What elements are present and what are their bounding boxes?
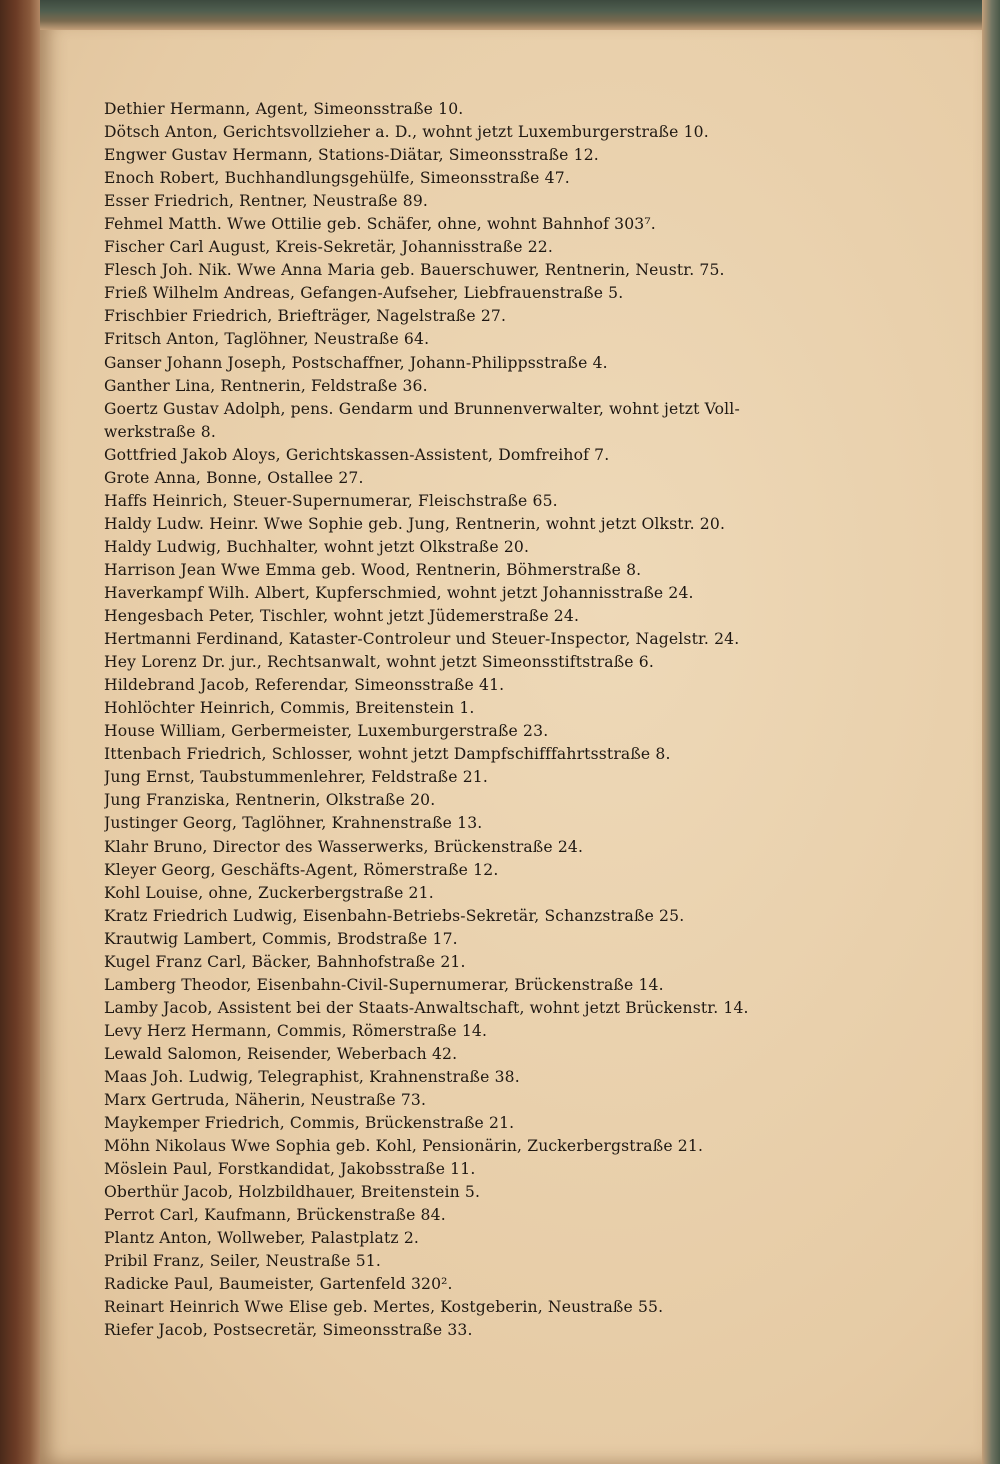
directory-entry: Ittenbach Friedrich, Schlosser, wohnt jetzt Dampfschifffahrtsstraße 8. — [104, 745, 671, 764]
directory-entry: Hertmanni Ferdinand, Kataster-Controleur und Steuer-Inspector, Nagelstr. 24. — [104, 630, 740, 649]
directory-entry: Dethier Hermann, Agent, Simeonsstraße 10. — [104, 100, 464, 118]
directory-entry: Krautwig Lambert, Commis, Brodstraße 17. — [104, 929, 458, 948]
directory-entry: Kratz Friedrich Ludwig, Eisenbahn-Betriebs-Sekretär, Schanzstraße 25. — [104, 906, 685, 925]
directory-entry: Dötsch Anton, Gerichtsvollzieher a. D., wohnt jetzt Luxemburgerstraße 10. — [104, 123, 709, 142]
directory-entry: Haldy Ludw. Heinr. Wwe Sophie geb. Jung, Rentnerin, wohnt jetzt Olkstr. 20. — [104, 514, 726, 533]
page-right-edge — [982, 0, 1000, 1464]
directory-entry: Reinart Heinrich Wwe Elise geb. Mertes, Kostgeberin, Neustraße 55. — [104, 1298, 664, 1317]
directory-entry: Oberthür Jacob, Holzbildhauer, Breitenstein 5. — [104, 1183, 481, 1202]
directory-entry: Kohl Louise, ohne, Zuckerbergstraße 21. — [104, 883, 434, 902]
directory-list — [104, 98, 924, 1343]
directory-entry: Haverkampf Wilh. Albert, Kupferschmied, wohnt jetzt Johannisstraße 24. — [104, 583, 694, 602]
directory-entry: Perrot Carl, Kaufmann, Brückenstraße 84. — [104, 1206, 446, 1225]
directory-entry: Fehmel Matth. Wwe Ottilie geb. Schäfer, ohne, wohnt Bahnhof 303⁷. — [104, 215, 656, 234]
directory-entry: Hohlöchter Heinrich, Commis, Breitenstein 1. — [104, 699, 475, 718]
directory-entry: Goertz Gustav Adolph, pens. Gendarm und Brunnenverwalter, wohnt jetzt Voll- — [104, 399, 740, 418]
directory-entry: House William, Gerbermeister, Luxemburgerstraße 23. — [104, 722, 549, 741]
directory-entry: Pribil Franz, Seiler, Neustraße 51. — [104, 1252, 381, 1271]
directory-entry: Lamberg Theodor, Eisenbahn-Civil-Supernumerar, Brückenstraße 14. — [104, 975, 664, 994]
directory-entry: Maas Joh. Ludwig, Telegraphist, Krahnenstraße 38. — [104, 1067, 520, 1086]
directory-entry: Marx Gertruda, Näherin, Neustraße 73. — [104, 1091, 427, 1110]
directory-entry-continuation: werkstraße 8. — [104, 422, 216, 441]
directory-entry: Ganser Johann Joseph, Postschaffner, Johann-Philippsstraße 4. — [104, 353, 608, 372]
directory-entry: Kugel Franz Carl, Bäcker, Bahnhofstraße 21. — [104, 952, 466, 971]
directory-entry: Hengesbach Peter, Tischler, wohnt jetzt Jüdemerstraße 24. — [104, 607, 580, 626]
directory-entry: Fritsch Anton, Taglöhner, Neustraße 64. — [104, 330, 430, 349]
directory-entry: Frischbier Friedrich, Briefträger, Nagelstraße 27. — [104, 307, 507, 326]
directory-entry: Haffs Heinrich, Steuer-Supernumerar, Fleischstraße 65. — [104, 491, 558, 510]
directory-entry: Frieß Wilhelm Andreas, Gefangen-Aufseher, Liebfrauenstraße 5. — [104, 284, 624, 303]
directory-entry: Maykemper Friedrich, Commis, Brückenstraße 21. — [104, 1114, 515, 1133]
directory-entry: Möslein Paul, Forstkandidat, Jakobsstraße 11. — [104, 1160, 476, 1179]
directory-entry: Riefer Jacob, Postsecretär, Simeonsstraße 33. — [104, 1321, 473, 1340]
directory-entry: Harrison Jean Wwe Emma geb. Wood, Rentnerin, Böhmerstraße 8. — [104, 560, 642, 579]
book-spine — [0, 0, 40, 1464]
directory-entry: Ganther Lina, Rentnerin, Feldstraße 36. — [104, 376, 428, 395]
directory-entry: Jung Franziska, Rentnerin, Olkstraße 20. — [104, 791, 436, 810]
directory-entry: Möhn Nikolaus Wwe Sophia geb. Kohl, Pensionärin, Zuckerbergstraße 21. — [104, 1137, 704, 1156]
directory-entry: Hildebrand Jacob, Referendar, Simeonsstraße 41. — [104, 676, 505, 695]
directory-entry: Hey Lorenz Dr. jur., Rechtsanwalt, wohnt jetzt Simeonsstiftstraße 6. — [104, 653, 654, 672]
directory-entry: Radicke Paul, Baumeister, Gartenfeld 320². — [104, 1275, 453, 1294]
directory-entry: Lewald Salomon, Reisender, Weberbach 42. — [104, 1044, 458, 1063]
directory-entry: Esser Friedrich, Rentner, Neustraße 89. — [104, 192, 429, 211]
directory-entry: Plantz Anton, Wollweber, Palastplatz 2. — [104, 1229, 420, 1248]
directory-entry: Jung Ernst, Taubstummenlehrer, Feldstraße 21. — [104, 768, 488, 787]
directory-entry: Lamby Jacob, Assistent bei der Staats-Anwaltschaft, wohnt jetzt Brückenstr. 14. — [104, 998, 749, 1017]
directory-entry: Kleyer Georg, Geschäfts-Agent, Römerstraße 12. — [104, 860, 499, 879]
directory-entry: Enoch Robert, Buchhandlungsgehülfe, Simeonsstraße 47. — [104, 169, 570, 188]
page-top-edge — [40, 0, 1000, 30]
directory-entry: Grote Anna, Bonne, Ostallee 27. — [104, 468, 364, 487]
directory-entry: Haldy Ludwig, Buchhalter, wohnt jetzt Olkstraße 20. — [104, 537, 530, 556]
directory-entry: Flesch Joh. Nik. Wwe Anna Maria geb. Bauerschuwer, Rentnerin, Neustr. 75. — [104, 261, 725, 280]
directory-entry: Klahr Bruno, Director des Wasserwerks, Brückenstraße 24. — [104, 837, 584, 856]
directory-entry: Gottfried Jakob Aloys, Gerichtskassen-Assistent, Domfreihof 7. — [104, 445, 610, 464]
directory-entry: Engwer Gustav Hermann, Stations-Diätar, Simeonsstraße 12. — [104, 146, 599, 165]
directory-entry: Justinger Georg, Taglöhner, Krahnenstraße 13. — [104, 814, 483, 833]
directory-entry: Levy Herz Hermann, Commis, Römerstraße 14. — [104, 1021, 488, 1040]
directory-entry: Fischer Carl August, Kreis-Sekretär, Johannisstraße 22. — [104, 238, 553, 257]
